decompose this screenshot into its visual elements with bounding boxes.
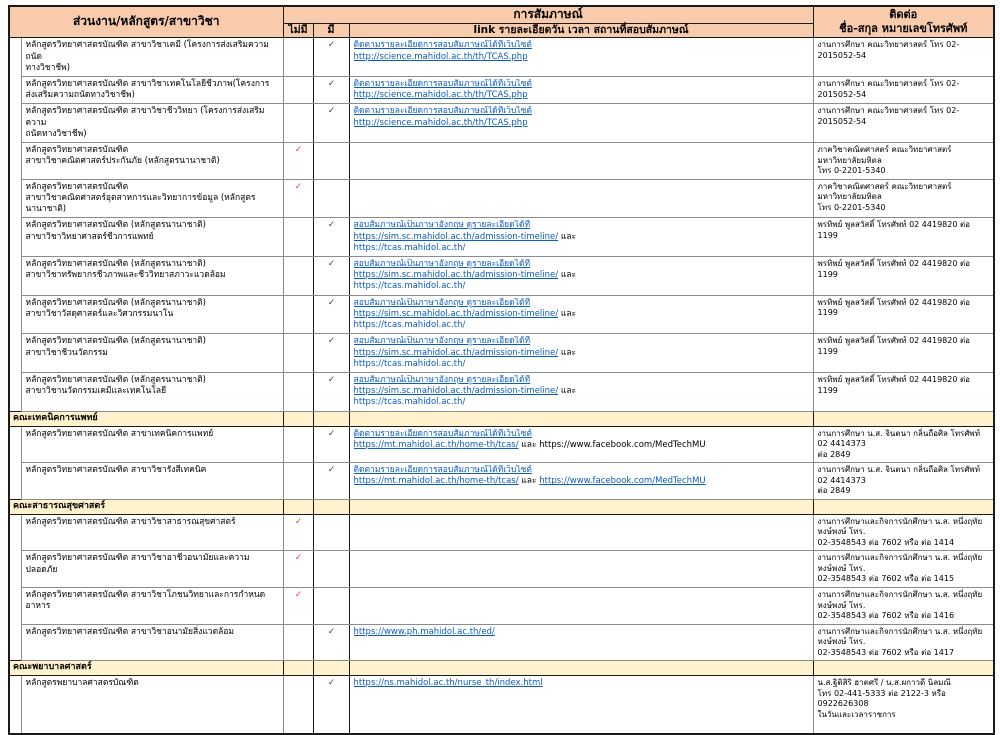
table-row	[9, 77, 994, 104]
table-body	[9, 38, 994, 734]
section-row	[9, 661, 994, 676]
check-icon: ✓	[327, 336, 336, 347]
no-interview-cell	[283, 143, 313, 180]
section-cell-yes	[313, 499, 349, 514]
hyperlink[interactable]: https://tcas.mahidol.ac.th/	[353, 242, 466, 253]
section-cell-no	[283, 661, 313, 676]
program-name-line: หลักสูตรวิทยาศาสตรบัณฑิต สาขาวิชาอาชีวอนามัยและความปลอดภัย	[25, 553, 250, 575]
contact-line: 02-3548543 ต่อ 7602 หรือ ต่อ 1416	[817, 611, 955, 621]
interview-link-cell	[349, 77, 813, 104]
contact-line: งานการศึกษา น.ส. จินตนา กลิ่นถือศิล โทรศัพท์ 02 4414373	[817, 428, 980, 449]
program-name-line: สาขาวิชาคณิตศาสตร์อุตสาหการและวิทยาการข้อมูล (หลักสูตร	[25, 192, 256, 203]
section-cell-contact	[813, 411, 994, 426]
link-line	[354, 259, 810, 270]
yes-interview-cell	[313, 624, 349, 661]
contact-line: 02-3548543 ต่อ 7602 หรือ ต่อ 1417	[817, 647, 955, 657]
contact-line: ต่อ 2849	[817, 486, 851, 496]
hyperlink[interactable]: https://www.ph.mahidol.ac.th/ed/	[353, 626, 495, 637]
link-line	[354, 678, 810, 689]
no-interview-cell	[283, 514, 313, 551]
contact-cell	[813, 179, 994, 218]
indent-cell	[9, 514, 21, 551]
hyperlink[interactable]: https://sim.sc.mahidol.ac.th/admission-timeline/	[353, 231, 559, 242]
hyperlink[interactable]: สอบสัมภาษณ์เป็นภาษาอังกฤษ ดูรายละเอียดได้ที่	[353, 375, 531, 386]
table-row	[9, 179, 994, 218]
link-line	[354, 627, 810, 638]
contact-cell	[813, 676, 994, 734]
no-interview-cell	[283, 676, 313, 734]
hyperlink[interactable]: https://tcas.mahidol.ac.th/	[353, 320, 466, 331]
hyperlink[interactable]: สอบสัมภาษณ์เป็นภาษาอังกฤษ ดูรายละเอียดได้ที่	[353, 259, 531, 270]
link-line	[354, 220, 810, 231]
interview-link-cell	[349, 426, 813, 463]
program-name-line: หลักสูตรวิทยาศาสตรบัณฑิต (หลักสูตรนานาชาติ)	[25, 220, 206, 231]
interview-link-cell	[349, 179, 813, 218]
contact-line: งานการศึกษา คณะวิทยาศาสตร์ โทร 02-2015052-54	[817, 79, 960, 99]
program-name-cell	[21, 373, 283, 412]
no-interview-cell	[283, 334, 313, 373]
indent-cell	[9, 104, 21, 143]
program-name-line: ถนัดทางวิชาชีพ)	[25, 128, 87, 139]
contact-line: งานการศึกษา คณะวิทยาศาสตร์ โทร 02-2015052-54	[817, 40, 960, 60]
hyperlink[interactable]: สอบสัมภาษณ์เป็นภาษาอังกฤษ ดูรายละเอียดได้ที่	[353, 336, 531, 347]
interview-link-cell	[349, 104, 813, 143]
link-line	[354, 320, 810, 331]
no-interview-cell	[283, 295, 313, 334]
yes-interview-cell	[313, 514, 349, 551]
program-name-cell	[21, 77, 283, 104]
contact-line: ภาควิชาคณิตศาสตร์ คณะวิทยาศาสตร์ มหาวิทยาลัยมหิดล	[817, 145, 952, 165]
yes-interview-cell	[313, 257, 349, 296]
section-cell-link	[349, 499, 813, 514]
program-name-cell	[21, 295, 283, 334]
yes-interview-cell	[313, 179, 349, 218]
table-row	[9, 257, 994, 296]
contact-line: ภาควิชาคณิตศาสตร์ คณะวิทยาศาสตร์ มหาวิทยาลัยมหิดล	[817, 181, 952, 202]
table-header	[9, 6, 994, 38]
no-interview-cell	[283, 551, 313, 588]
yes-interview-cell	[313, 218, 349, 257]
program-name-line: หลักสูตรวิทยาศาสตรบัณฑิต (หลักสูตรนานาชาติ)	[25, 375, 206, 386]
interview-link-cell	[349, 676, 813, 734]
hyperlink[interactable]: https://sim.sc.mahidol.ac.th/admission-timeline/	[353, 308, 559, 319]
contact-line: พรทิพย์ พูลสวัสดิ์ โทรศัพท์ 02 4419820 ต่อ 1199	[817, 336, 970, 356]
section-label: คณะสาธารณสุขศาสตร์	[9, 499, 283, 514]
program-name-line: หลักสูตรวิทยาศาสตรบัณฑิต สาขาวิชารังสีเทคนิค	[25, 465, 207, 476]
program-name-line: หลักสูตรวิทยาศาสตรบัณฑิต สาขาวิชาอนามัยสิ่งแวดล้อม	[25, 626, 235, 637]
interview-link-cell	[349, 143, 813, 180]
program-name-cell	[21, 104, 283, 143]
program-name-line: หลักสูตรวิทยาศาสตรบัณฑิต สาขาวิชาเคมี (โครงการส่งเสริมความถนัด	[25, 40, 269, 62]
contact-line: พรทิพย์ พูลสวัสดิ์ โทรศัพท์ 02 4419820 ต่อ 1199	[817, 259, 970, 279]
hyperlink[interactable]: http://science.mahidol.ac.th/th/TCAS.php	[353, 117, 528, 128]
indent-cell	[9, 624, 21, 661]
program-name-line: หลักสูตรวิทยาศาสตรบัณฑิต สาขาวิชาโภชนวิทยาและการกำหนดอาหาร	[25, 589, 266, 612]
column-header-interview: การสัมภาษณ์	[283, 6, 813, 23]
link-line	[354, 270, 810, 281]
indent-cell	[9, 373, 21, 412]
yes-interview-cell	[313, 426, 349, 463]
section-cell-contact	[813, 661, 994, 676]
link-text: และ	[558, 386, 577, 397]
contact-cell	[813, 551, 994, 588]
section-row	[9, 499, 994, 514]
indent-cell	[9, 334, 21, 373]
link-line	[354, 429, 810, 440]
contact-cell	[813, 514, 994, 551]
program-name-line: หลักสูตรวิทยาศาสตรบัณฑิต	[25, 181, 129, 192]
yes-interview-cell	[313, 551, 349, 588]
program-name-line: หลักสูตรวิทยาศาสตรบัณฑิต สาขาวิชาชีววิทยา (โครงการส่งเสริมความ	[25, 106, 265, 128]
contact-line: ต่อ 2849	[817, 449, 851, 459]
program-name-line: หลักสูตรวิทยาศาสตรบัณฑิต (หลักสูตรนานาชาติ)	[25, 336, 206, 347]
program-name-cell	[21, 676, 283, 734]
contact-line: โทร 0-2201-5340	[817, 166, 886, 176]
section-cell-yes	[313, 661, 349, 676]
section-cell-no	[283, 499, 313, 514]
link-text: และ	[558, 270, 577, 281]
link-line	[354, 386, 810, 397]
interview-link-cell	[349, 514, 813, 551]
no-interview-cell	[283, 463, 313, 500]
hyperlink[interactable]: http://science.mahidol.ac.th/th/TCAS.php	[353, 90, 528, 101]
link-line	[354, 281, 810, 292]
section-cell-link	[349, 661, 813, 676]
yes-interview-cell	[313, 143, 349, 180]
check-icon: ✓	[327, 79, 336, 89]
program-name-line: หลักสูตรวิทยาศาสตรบัณฑิต สาขาวิชาเทคโนโลยีชีวภาพ(โครงการ	[25, 79, 270, 89]
yes-interview-cell	[313, 334, 349, 373]
contact-cell	[813, 373, 994, 412]
program-name-cell	[21, 463, 283, 500]
hyperlink[interactable]: ติดตามรายละเอียดการสอบสัมภาษณ์ได้ที่เว็บไซต์	[353, 79, 532, 89]
link-line	[354, 375, 810, 386]
hyperlink[interactable]: https://tcas.mahidol.ac.th/	[353, 281, 466, 292]
hyperlink[interactable]: https://sim.sc.mahidol.ac.th/admission-timeline/	[353, 270, 559, 281]
table-row	[9, 463, 994, 500]
hyperlink[interactable]: ติดตามรายละเอียดการสอบสัมภาษณ์ได้ที่เว็บไซต์	[353, 465, 532, 476]
hyperlink[interactable]: https://mt.mahidol.ac.th/home-th/tcas/	[353, 439, 519, 450]
program-name-line: ส่งเสริมความถนัดทางวิชาชีพ)	[25, 90, 135, 101]
red-check-icon: ✓	[294, 589, 303, 600]
yes-interview-cell	[313, 463, 349, 500]
interview-link-cell	[349, 257, 813, 296]
contact-cell	[813, 218, 994, 257]
indent-cell	[9, 218, 21, 257]
contact-line: 02-3548543 ต่อ 7602 หรือ ต่อ 1414	[817, 537, 955, 547]
link-line	[354, 348, 810, 359]
no-interview-cell	[283, 77, 313, 104]
check-icon: ✓	[327, 626, 336, 637]
program-name-line: นานาชาติ)	[25, 204, 67, 215]
no-interview-cell	[283, 426, 313, 463]
program-name-cell	[21, 624, 283, 661]
table-row	[9, 334, 994, 373]
contact-line: งานการศึกษา น.ส. จินตนา กลิ่นถือศิล โทรศัพท์ 02 4414373	[817, 465, 980, 485]
red-check-icon: ✓	[294, 553, 303, 564]
contact-cell	[813, 77, 994, 104]
program-name-line: หลักสูตรวิทยาศาสตรบัณฑิต (หลักสูตรนานาชาติ)	[25, 259, 206, 270]
contact-line: โทร 02-441-5333 ต่อ 2122-3 หรือ 0922626308	[817, 688, 946, 709]
column-header-contact	[813, 6, 994, 38]
link-line	[354, 298, 810, 309]
no-interview-cell	[283, 38, 313, 77]
link-line	[354, 232, 810, 243]
check-icon: ✓	[327, 297, 336, 308]
contact-line: น.ส.ฐิติสิริ ฮาตศรี / น.ส.ผกาวดี นิลมณี	[817, 678, 951, 688]
program-name-cell	[21, 334, 283, 373]
contact-cell	[813, 463, 994, 500]
program-name-line: สาขาวิชาทรัพยากรชีวภาพและชีววิทยาสภาวะแวดล้อม	[25, 270, 226, 281]
yes-interview-cell	[313, 104, 349, 143]
no-interview-cell	[283, 624, 313, 661]
interview-link-cell	[349, 218, 813, 257]
program-name-line: สาขาวิชาวัสดุศาสตร์และวิศวกรรมนาโน	[25, 308, 174, 319]
program-name-cell	[21, 514, 283, 551]
yes-interview-cell	[313, 38, 349, 77]
table-row	[9, 295, 994, 334]
link-text: และ	[558, 347, 577, 358]
link-line	[354, 476, 810, 487]
program-name-line: ทางวิชาชีพ)	[25, 62, 71, 73]
link-line	[354, 465, 810, 476]
check-icon: ✓	[327, 375, 336, 386]
contact-line: พรทิพย์ พูลสวัสดิ์ โทรศัพท์ 02 4419820 ต่อ 1199	[817, 220, 970, 240]
section-row	[9, 411, 994, 426]
link-line	[354, 440, 810, 451]
yes-interview-cell	[313, 295, 349, 334]
section-cell-link	[349, 411, 813, 426]
table-row	[9, 218, 994, 257]
program-name-line: หลักสูตรพยาบาลศาสตรบัณฑิต	[25, 678, 139, 689]
no-interview-cell	[283, 218, 313, 257]
indent-cell	[9, 551, 21, 588]
hyperlink[interactable]: https://tcas.mahidol.ac.th/	[353, 397, 466, 408]
no-interview-cell	[283, 373, 313, 412]
program-name-line: หลักสูตรวิทยาศาสตรบัณฑิต (หลักสูตรนานาชาติ)	[25, 297, 206, 308]
table-row	[9, 104, 994, 143]
no-interview-cell	[283, 179, 313, 218]
yes-interview-cell	[313, 77, 349, 104]
contact-line: งานการศึกษาและกิจการนักศึกษา น.ส. หนึ่งฤทัย หงษ์พงษ์ โทร.	[817, 626, 983, 647]
program-name-line: หลักสูตรวิทยาศาสตรบัณฑิต สาขาวิชาสาธารณสุขศาสตร์	[25, 516, 236, 527]
table-row	[9, 624, 994, 661]
check-icon: ✓	[327, 678, 336, 689]
indent-cell	[9, 463, 21, 500]
indent-cell	[9, 143, 21, 180]
contact-cell	[813, 295, 994, 334]
interview-link-cell	[349, 295, 813, 334]
table-row	[9, 514, 994, 551]
column-header-yes: มี	[313, 23, 349, 38]
table-row	[9, 426, 994, 463]
interview-link-cell	[349, 38, 813, 77]
hyperlink[interactable]: https://sim.sc.mahidol.ac.th/admission-timeline/	[353, 386, 559, 397]
program-name-cell	[21, 426, 283, 463]
indent-cell	[9, 77, 21, 104]
program-name-line: สาขาวิชาวิทยาศาสตร์ชีวการแพทย์	[25, 231, 154, 242]
check-icon: ✓	[327, 40, 336, 51]
link-line	[354, 397, 810, 408]
red-check-icon: ✓	[294, 181, 303, 192]
check-icon: ✓	[327, 428, 336, 439]
link-text: และ	[558, 231, 577, 242]
indent-cell	[9, 426, 21, 463]
link-text: และ	[518, 476, 540, 487]
link-line	[354, 309, 810, 320]
section-cell-no	[283, 411, 313, 426]
hyperlink[interactable]: สอบสัมภาษณ์เป็นภาษาอังกฤษ ดูรายละเอียดได้ที่	[353, 297, 531, 308]
no-interview-cell	[283, 257, 313, 296]
interview-link-cell	[349, 373, 813, 412]
interview-link-cell	[349, 334, 813, 373]
hyperlink[interactable]: https://sim.sc.mahidol.ac.th/admission-timeline/	[353, 347, 559, 358]
interview-info-table	[8, 5, 995, 735]
table-row	[9, 373, 994, 412]
hyperlink[interactable]: https://www.facebook.com/MedTechMU	[539, 476, 706, 487]
section-label: คณะพยาบาลศาสตร์	[9, 661, 283, 676]
table-row	[9, 551, 994, 588]
interview-link-cell	[349, 551, 813, 588]
program-name-cell	[21, 179, 283, 218]
indent-cell	[9, 257, 21, 296]
program-name-cell	[21, 143, 283, 180]
check-icon: ✓	[327, 465, 336, 476]
hyperlink[interactable]: http://science.mahidol.ac.th/th/TCAS.php	[353, 51, 528, 62]
link-text: และ	[558, 308, 577, 319]
table-row	[9, 38, 994, 77]
interview-link-cell	[349, 463, 813, 500]
section-cell-contact	[813, 499, 994, 514]
hyperlink[interactable]: https://tcas.mahidol.ac.th/	[353, 358, 466, 369]
program-name-line: หลักสูตรวิทยาศาสตรบัณฑิต	[25, 145, 129, 156]
section-cell-yes	[313, 411, 349, 426]
contact-cell	[813, 143, 994, 180]
contact-line: งานการศึกษาและกิจการนักศึกษา น.ส. หนึ่งฤทัย หงษ์พงษ์ โทร.	[817, 553, 983, 573]
hyperlink[interactable]: https://mt.mahidol.ac.th/home-th/tcas/	[353, 476, 519, 487]
red-check-icon: ✓	[294, 516, 303, 527]
contact-line: งานการศึกษาและกิจการนักศึกษา น.ส. หนึ่งฤทัย หงษ์พงษ์ โทร.	[817, 516, 983, 537]
link-line	[354, 118, 810, 129]
check-icon: ✓	[327, 106, 336, 117]
contact-header-line2: ชื่อ-สกุล หมายเลขโทรศัพท์	[839, 22, 968, 36]
program-name-line: สาขาวิชาคณิตศาสตร์ประกันภัย (หลักสูตรนานาชาติ)	[25, 156, 220, 167]
red-check-icon: ✓	[294, 145, 303, 156]
program-name-line: หลักสูตรวิทยาศาสตรบัณฑิต สาขาเทคนิคการแพทย์	[25, 428, 214, 439]
program-name-line: สาขาวิชานวัตกรรมเคมีและเทคโนโลยี	[25, 386, 167, 397]
contact-cell	[813, 257, 994, 296]
program-name-cell	[21, 551, 283, 588]
yes-interview-cell	[313, 373, 349, 412]
indent-cell	[9, 179, 21, 218]
program-name-cell	[21, 38, 283, 77]
contact-cell	[813, 426, 994, 463]
contact-line: พรทิพย์ พูลสวัสดิ์ โทรศัพท์ 02 4419820 ต่อ 1199	[817, 297, 970, 318]
indent-cell	[9, 38, 21, 77]
program-name-line: สาขาวิชาชีวนวัตกรรม	[25, 347, 108, 358]
link-line	[354, 336, 810, 347]
indent-cell	[9, 676, 21, 734]
link-line	[354, 90, 810, 101]
indent-cell	[9, 295, 21, 334]
contact-line: ในวันและเวลาราชการ	[817, 709, 896, 719]
hyperlink[interactable]: สอบสัมภาษณ์เป็นภาษาอังกฤษ ดูรายละเอียดได้ที่	[353, 220, 531, 231]
hyperlink[interactable]: ติดตามรายละเอียดการสอบสัมภาษณ์ได้ที่เว็บไซต์	[353, 428, 532, 439]
link-line	[354, 79, 810, 90]
table-row	[9, 143, 994, 180]
column-header-no: ไม่มี	[283, 23, 313, 38]
link-line	[354, 52, 810, 63]
contact-line: งานการศึกษา คณะวิทยาศาสตร์ โทร 02-2015052-54	[817, 106, 960, 126]
section-label: คณะเทคนิคการแพทย์	[9, 411, 283, 426]
column-header-program: ส่วนงาน/หลักสูตร/สาขาวิชา	[9, 6, 283, 38]
hyperlink[interactable]: ติดตามรายละเอียดการสอบสัมภาษณ์ได้ที่เว็บไซต์	[353, 106, 532, 117]
link-line	[354, 243, 810, 254]
contact-line: โทร 0-2201-5340	[817, 202, 886, 212]
contact-header-line1: ติดต่อ	[889, 8, 918, 22]
check-icon: ✓	[327, 220, 336, 231]
contact-cell	[813, 38, 994, 77]
column-header-link: link รายละเอียดวัน เวลา สถานที่สอบสัมภาษณ์	[349, 23, 813, 38]
link-text: และ https://www.facebook.com/MedTechMU	[518, 439, 706, 450]
yes-interview-cell	[313, 676, 349, 734]
hyperlink[interactable]: ติดตามรายละเอียดการสอบสัมภาษณ์ได้ที่เว็บไซต์	[353, 40, 532, 51]
contact-cell	[813, 104, 994, 143]
contact-cell	[813, 334, 994, 373]
contact-line: 02-3548543 ต่อ 7602 หรือ ต่อ 1415	[817, 574, 955, 584]
no-interview-cell	[283, 104, 313, 143]
hyperlink[interactable]: https://ns.mahidol.ac.th/nurse_th/index.html	[353, 678, 543, 689]
link-line	[354, 359, 810, 370]
link-line	[354, 40, 810, 51]
contact-cell	[813, 624, 994, 661]
check-icon: ✓	[327, 259, 336, 270]
interview-link-cell	[349, 624, 813, 661]
contact-line: งานการศึกษาและกิจการนักศึกษา น.ส. หนึ่งฤทัย หงษ์พงษ์ โทร.	[817, 589, 983, 610]
link-line	[354, 106, 810, 117]
contact-line: พรทิพย์ พูลสวัสดิ์ โทรศัพท์ 02 4419820 ต่อ 1199	[817, 375, 970, 395]
program-name-cell	[21, 218, 283, 257]
table-row	[9, 676, 994, 734]
program-name-cell	[21, 257, 283, 296]
